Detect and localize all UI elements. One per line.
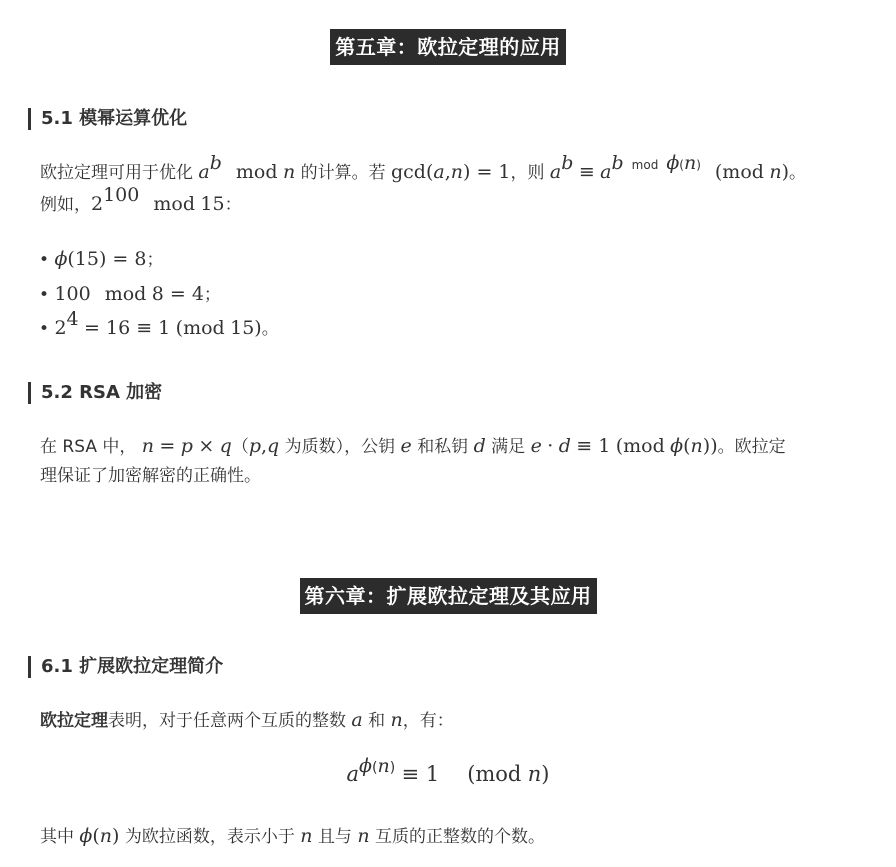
section-6-1-paragraph-line-1: 欧拉定理表明，对于任意两个互质的整数 a 和 n，有： (40, 709, 454, 731)
text-fragment: 。欧拉定 (717, 437, 786, 457)
text-fragment: 和 (368, 711, 386, 731)
text-fragment: 的计算。若 (300, 163, 386, 183)
text-fragment: 。 (789, 163, 806, 183)
section-5-1-paragraph-line-2: 例如，$2^{100}$ mod 15： (40, 184, 242, 215)
text-fragment: 且与 (317, 827, 352, 847)
section-5-1-paragraph-line-1: 欧拉定理可用于优化 $a^b$ mod n 的计算。若 gcd(a,n) = 1，则 $a^b \equiv a^{b mod \phi(n)}$ (mod n)。 (40, 152, 806, 183)
bullet-marker: • (39, 319, 55, 339)
chapter-5-title (0, 29, 896, 65)
display-formula: $a^{\phi(n)} \equiv 1$ (mod n) (346, 755, 550, 786)
list-item: • $2^4 = 16 \equiv 1$ (mod 15)。 (39, 308, 279, 339)
list-item: • ϕ(15) = 8； (39, 248, 164, 270)
bullet-marker: • (39, 250, 55, 270)
text-fragment: 在 RSA 中， (40, 437, 137, 457)
section-5-2-paragraph-line-2: 理保证了加密解密的正确性。 (40, 466, 261, 486)
text-fragment: ，有： (402, 711, 454, 731)
text-fragment: 为质数），公钥 (284, 437, 396, 457)
text-fragment: 表明，对于任意两个互质的整数 (108, 711, 346, 731)
text-fragment: 满足 (491, 437, 526, 457)
chapter-5-title-text: 第五章：欧拉定理的应用 (330, 29, 566, 65)
text-fragment: 欧拉定理可用于优化 (40, 163, 193, 183)
section-5-2-heading: 5.2 RSA 加密 (28, 382, 162, 404)
text-fragment: 互质的正整数的个数。 (374, 827, 545, 847)
text-fragment: ，则 (510, 163, 545, 183)
text-fragment: 和私钥 (417, 437, 469, 457)
text-fragment: 例如， (40, 195, 91, 215)
section-6-1-heading: 6.1 扩展欧拉定理简介 (28, 656, 223, 678)
section-5-2-paragraph-line-1: 在 RSA 中， n = p × q（p,q 为质数），公钥 e 和私钥 d 满足 e · d ≡ 1 (mod ϕ(n))。欧拉定 (40, 435, 786, 457)
text-fragment: 其中 (40, 827, 74, 847)
bold-term: 欧拉定理 (40, 711, 108, 731)
section-5-1-heading: 5.1 模幂运算优化 (28, 108, 187, 130)
text-fragment: ： (224, 195, 242, 215)
text-fragment: （ (231, 437, 249, 457)
text-fragment: 为欧拉函数，表示小于 (124, 827, 295, 847)
chapter-6-title-text: 第六章：扩展欧拉定理及其应用 (300, 578, 597, 614)
bullet-marker: • (39, 285, 55, 305)
section-6-1-paragraph-line-2: 其中 ϕ(n) 为欧拉函数，表示小于 n 且与 n 互质的正整数的个数。 (40, 825, 545, 847)
list-item: • 100 mod 8 = 4； (39, 283, 221, 305)
chapter-6-title (0, 578, 896, 614)
